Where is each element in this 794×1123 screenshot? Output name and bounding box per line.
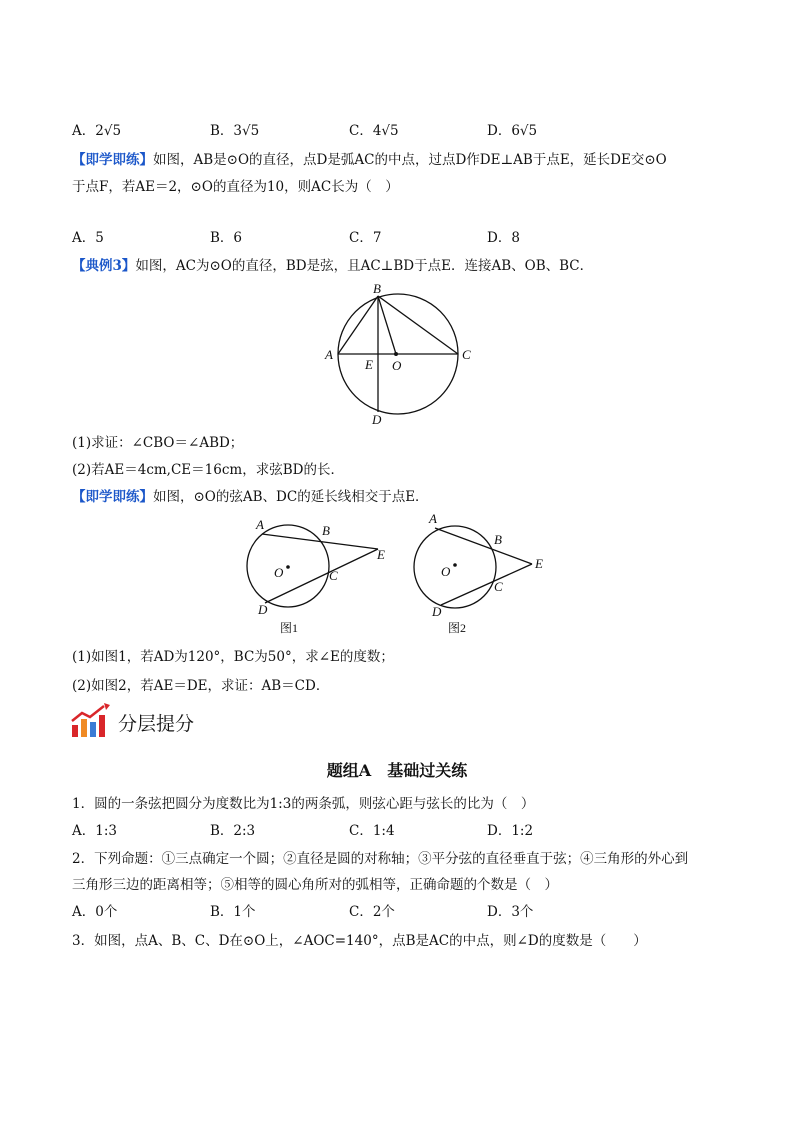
example-tag: 【典例3】 bbox=[72, 258, 136, 274]
option-b: B．2:3 bbox=[210, 823, 256, 839]
option-d: D．6√5 bbox=[487, 123, 538, 139]
example3-figure bbox=[310, 278, 490, 428]
line-ae bbox=[435, 528, 532, 564]
option-c: C．2个 bbox=[349, 904, 395, 920]
label-c: C bbox=[494, 579, 503, 594]
group-title: 题组A 基础过关练 bbox=[326, 761, 468, 780]
option-a: A．5 bbox=[72, 230, 104, 246]
example3-q2: (2)若AE＝4cm,CE＝16cm，求弦BD的长． bbox=[72, 462, 344, 478]
option-d: D．8 bbox=[487, 230, 520, 246]
figure1-caption: 图1 bbox=[280, 621, 299, 635]
practice2-q2: (2)如图2，若AE＝DE，求证：AB＝CD． bbox=[72, 678, 330, 694]
label-e: E bbox=[535, 556, 543, 571]
label-d: D bbox=[372, 412, 382, 427]
label-c: C bbox=[329, 568, 338, 583]
line-ae bbox=[262, 534, 378, 549]
center-dot bbox=[453, 563, 457, 567]
label-o: O bbox=[392, 358, 402, 373]
section-label: 分层提分 bbox=[118, 713, 195, 735]
example3-text: 【典例3】如图，AC为⊙O的直径，BD是弦，且AC⊥BD于点E．连接AB、OB、BC． bbox=[72, 258, 594, 274]
practice-tag: 【即学即练】 bbox=[72, 489, 153, 505]
question-2-line2: 三角形三边的距离相等；⑤相等的圆心角所对的弧相等，正确命题的个数是（ ） bbox=[72, 877, 558, 893]
label-e: E bbox=[365, 357, 373, 372]
label-o: O bbox=[441, 564, 451, 579]
option-d: D．3个 bbox=[487, 904, 534, 920]
line-de bbox=[441, 564, 532, 605]
practice2-q1: (1)如图1，若AD为120°，BC为50°，求∠E的度数； bbox=[72, 649, 394, 665]
segment-bc bbox=[378, 296, 458, 354]
segment-ob bbox=[378, 296, 396, 354]
practice2-figure2 bbox=[408, 512, 568, 640]
circle-o bbox=[414, 526, 496, 608]
segment-ab bbox=[338, 296, 378, 354]
center-dot bbox=[394, 352, 398, 356]
option-a: A．1:3 bbox=[72, 823, 117, 839]
option-b: B．6 bbox=[210, 230, 243, 246]
question-1: 1．圆的一条弦把圆分为度数比为1:3的两条弧，则弦心距与弦长的比为（ ） bbox=[72, 796, 535, 812]
option-a: A．0个 bbox=[72, 904, 118, 920]
option-c: C．7 bbox=[349, 230, 382, 246]
center-dot bbox=[286, 565, 290, 569]
label-c: C bbox=[462, 347, 471, 362]
label-e: E bbox=[377, 547, 385, 562]
option-d: D．1:2 bbox=[487, 823, 534, 839]
option-a: A．2√5 bbox=[72, 123, 122, 139]
practice2-text: 【即学即练】如图，⊙O的弦AB、DC的延长线相交于点E． bbox=[72, 489, 429, 505]
practice2-figure1 bbox=[240, 512, 400, 640]
option-b: B．1个 bbox=[210, 904, 256, 920]
question-3: 3．如图，点A、B、C、D在⊙O上，∠AOC=140°，点B是AC的中点，则∠D的度数是（ ） bbox=[72, 933, 647, 949]
label-a: A bbox=[429, 512, 437, 526]
label-b: B bbox=[494, 532, 502, 547]
label-d: D bbox=[258, 602, 268, 617]
label-b: B bbox=[322, 523, 330, 538]
label-d: D bbox=[432, 604, 442, 619]
option-c: C．4√5 bbox=[349, 123, 399, 139]
label-b: B bbox=[373, 281, 381, 296]
option-c: C．1:4 bbox=[349, 823, 395, 839]
question-2-line1: 2．下列命题：①三点确定一个圆；②直径是圆的对称轴；③平分弦的直径垂直于弦；④三角形的外心到 bbox=[72, 851, 689, 867]
practice1-line2: 于点F，若AE＝2，⊙O的直径为10，则AC长为（ ） bbox=[72, 179, 399, 195]
option-b: B．3√5 bbox=[210, 123, 260, 139]
figure2-caption: 图2 bbox=[448, 621, 467, 635]
label-o: O bbox=[274, 565, 284, 580]
label-a: A bbox=[256, 517, 264, 532]
label-a: A bbox=[325, 347, 333, 362]
rising-chart-icon bbox=[70, 703, 114, 739]
practice1-line1: 【即学即练】如图，AB是⊙O的直径，点D是弧AC的中点，过点D作DE⊥AB于点E，延长DE交⊙O bbox=[72, 152, 667, 168]
example3-q1: (1)求证：∠CBO＝∠ABD； bbox=[72, 435, 244, 451]
practice-tag: 【即学即练】 bbox=[72, 152, 153, 168]
